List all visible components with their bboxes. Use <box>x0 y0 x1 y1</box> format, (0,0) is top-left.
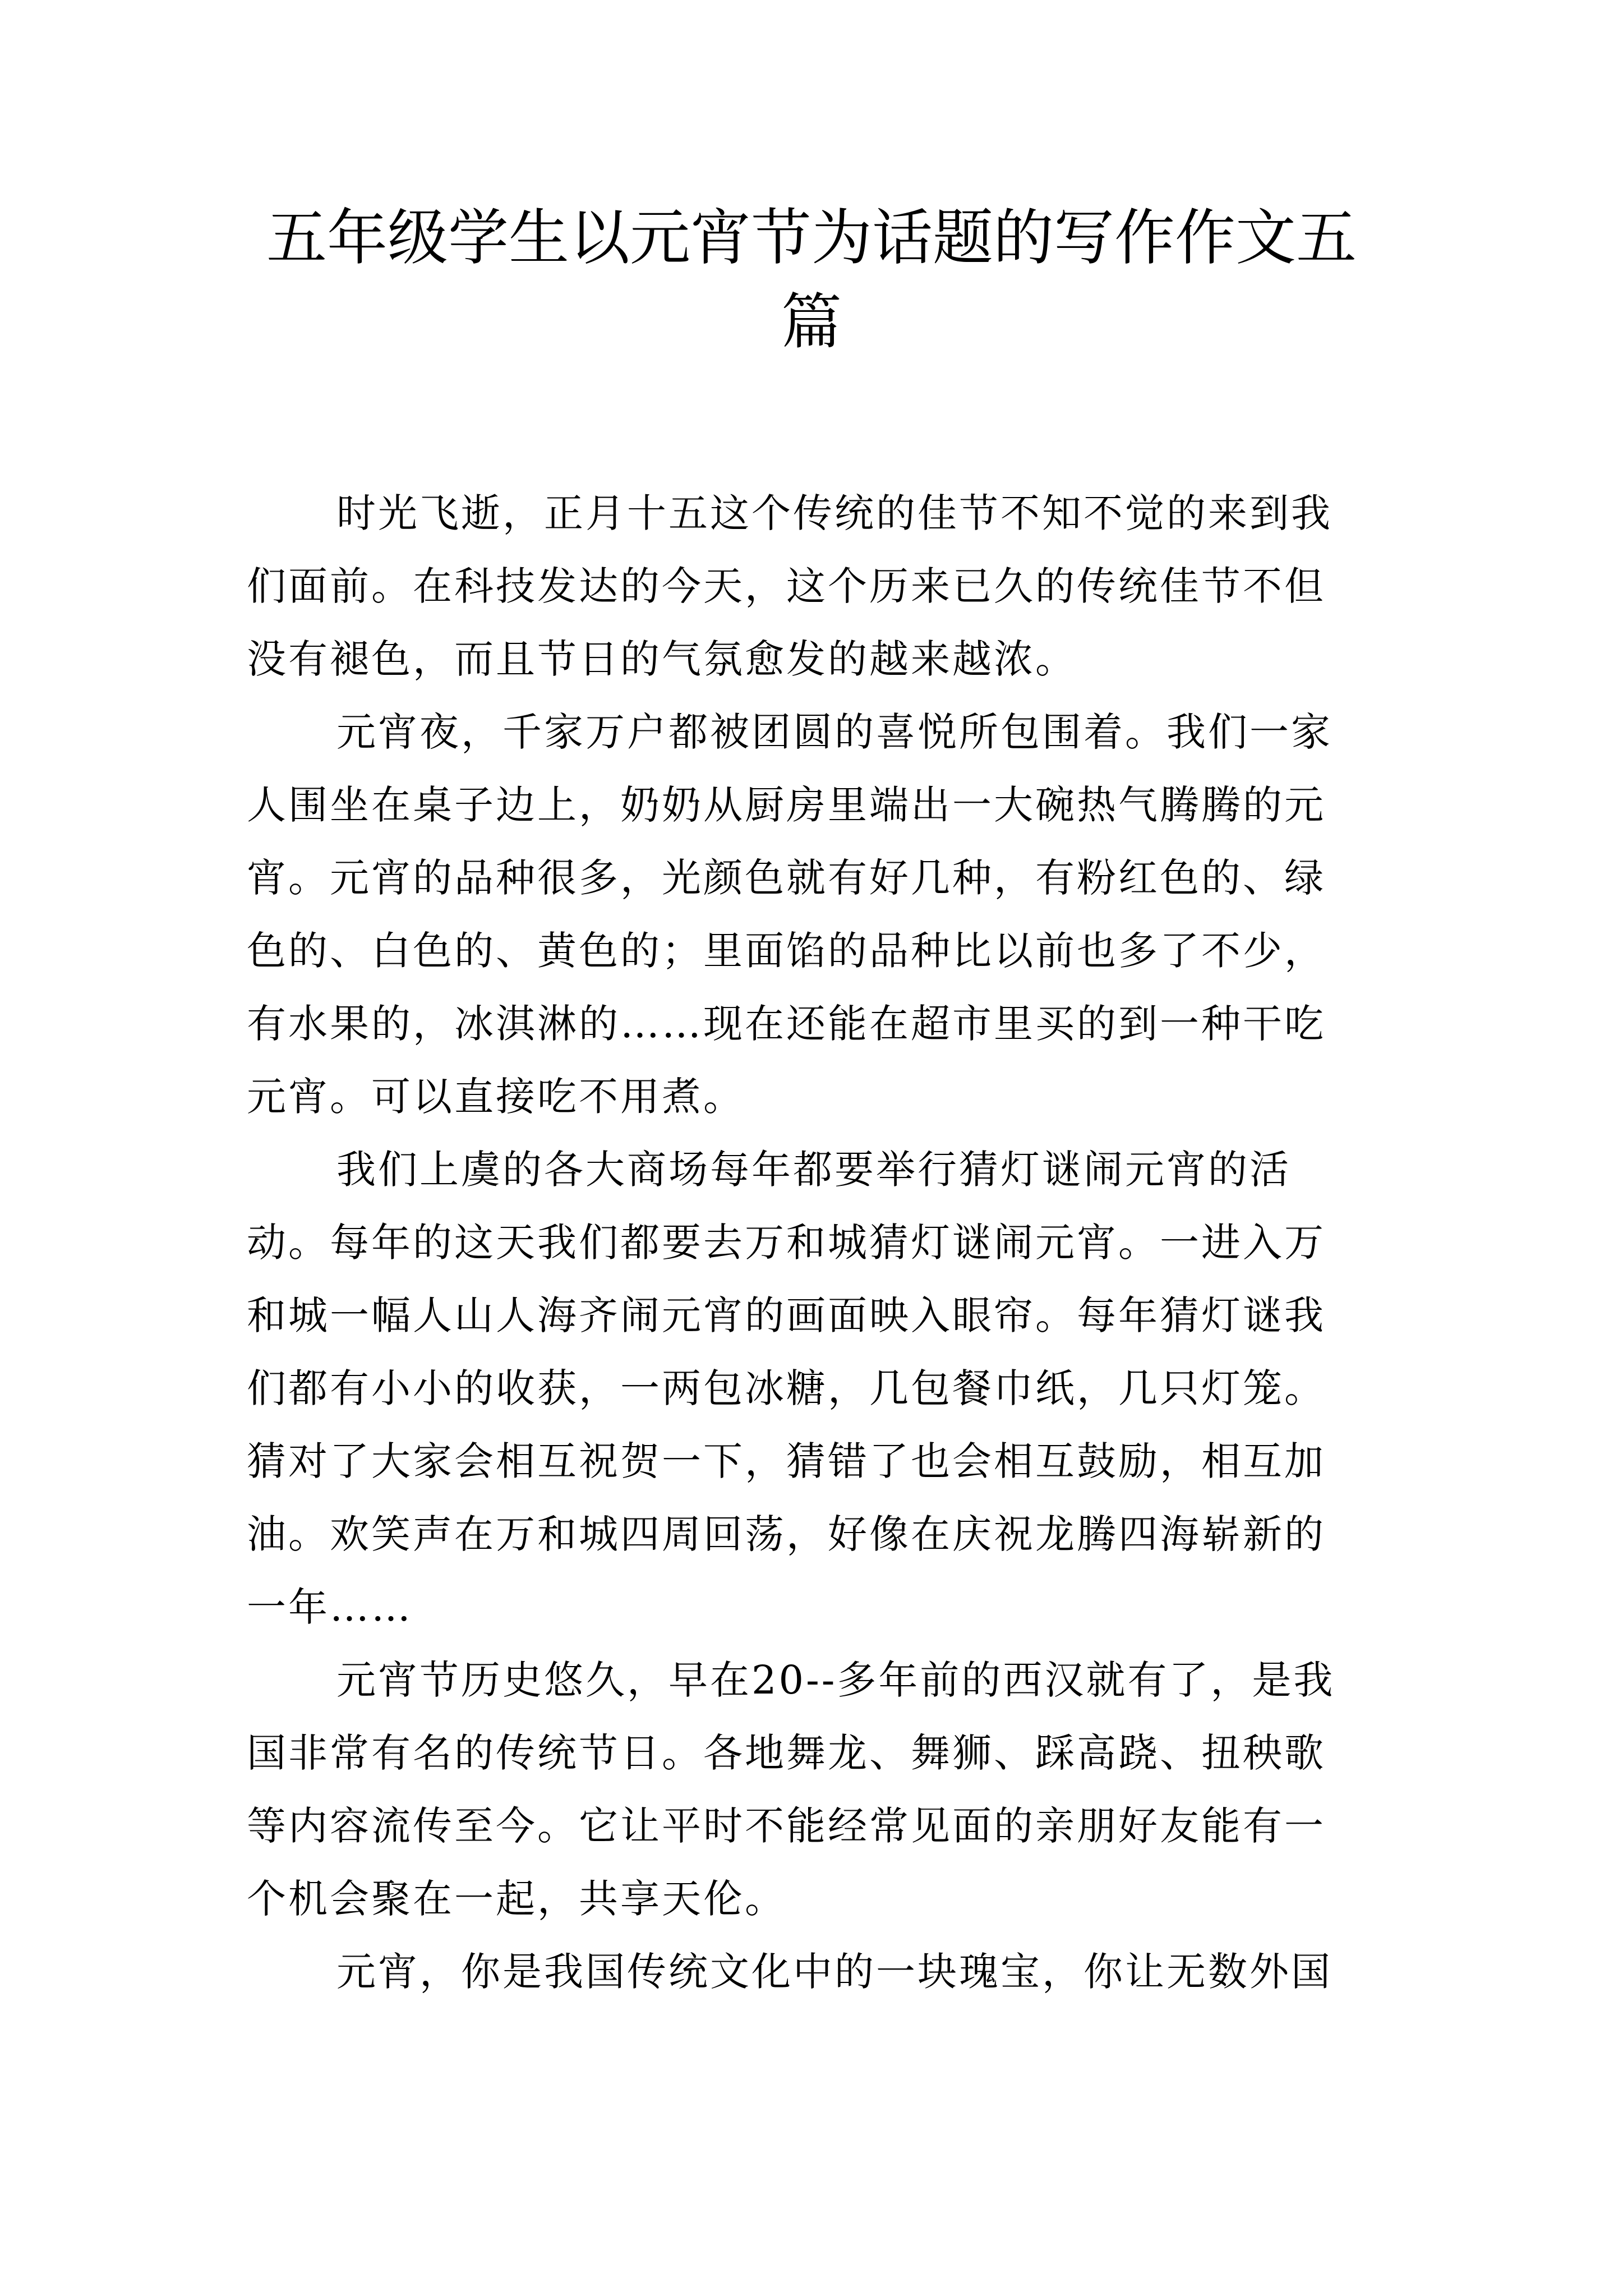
paragraph-1-line: 时光飞逝，正月十五这个传统的佳节不知不觉的来到我 <box>336 490 1332 536</box>
paragraph-2-line: 有水果的，冰淇淋的……现在还能在超市里买的到一种干吃 <box>247 1001 1326 1047</box>
paragraph-2-line: 人围坐在桌子边上，奶奶从厨房里端出一大碗热气腾腾的元 <box>247 782 1326 828</box>
paragraph-1-line: 没有褪色，而且节日的气氛愈发的越来越浓。 <box>247 636 1077 682</box>
paragraph-3-line: 和城一幅人山人海齐闹元宵的画面映入眼帘。每年猜灯谜我 <box>247 1292 1326 1338</box>
paragraph-5-line: 元宵，你是我国传统文化中的一块瑰宝，你让无数外国 <box>336 1949 1332 1995</box>
title-line-2: 篇 <box>781 287 842 357</box>
paragraph-4-line: 个机会聚在一起，共享天伦。 <box>247 1876 786 1922</box>
paragraph-3-line: 油。欢笑声在万和城四周回荡，好像在庆祝龙腾四海崭新的 <box>247 1511 1326 1557</box>
paragraph-3-line: 猜对了大家会相互祝贺一下，猜错了也会相互鼓励，相互加 <box>247 1438 1326 1484</box>
title-line-1: 五年级学生以元宵节为话题的写作作文五 <box>266 203 1357 273</box>
document-body <box>247 477 1391 2008</box>
paragraph-4-line: 等内容流传至今。它让平时不能经常见面的亲朋好友能有一 <box>247 1803 1326 1849</box>
paragraph-2-line: 宵。元宵的品种很多，光颜色就有好几种，有粉红色的、绿 <box>247 855 1326 901</box>
paragraph-3-line: 们都有小小的收获，一两包冰糖，几包餐巾纸，几只灯笼。 <box>247 1365 1326 1411</box>
paragraph-2-line: 元宵夜，千家万户都被团圆的喜悦所包围着。我们一家 <box>336 709 1332 755</box>
paragraph-3-line: 一年…… <box>247 1584 413 1630</box>
paragraph-3-line: 动。每年的这天我们都要去万和城猜灯谜闹元宵。一进入万 <box>247 1220 1326 1266</box>
document-title <box>224 196 1399 365</box>
paragraph-4-line: 元宵节历史悠久，早在20--多年前的西汉就有了，是我 <box>336 1657 1335 1703</box>
paragraph-4-line: 国非常有名的传统节日。各地舞龙、舞狮、踩高跷、扭秧歌 <box>247 1730 1326 1776</box>
paragraph-2-line: 色的、白色的、黄色的；里面馅的品种比以前也多了不少， <box>247 928 1326 974</box>
paragraph-1-line: 们面前。在科技发达的今天，这个历来已久的传统佳节不但 <box>247 563 1326 609</box>
paragraph-3-line: 我们上虞的各大商场每年都要举行猜灯谜闹元宵的活 <box>336 1147 1291 1193</box>
paragraph-2-line: 元宵。可以直接吃不用煮。 <box>247 1074 745 1120</box>
